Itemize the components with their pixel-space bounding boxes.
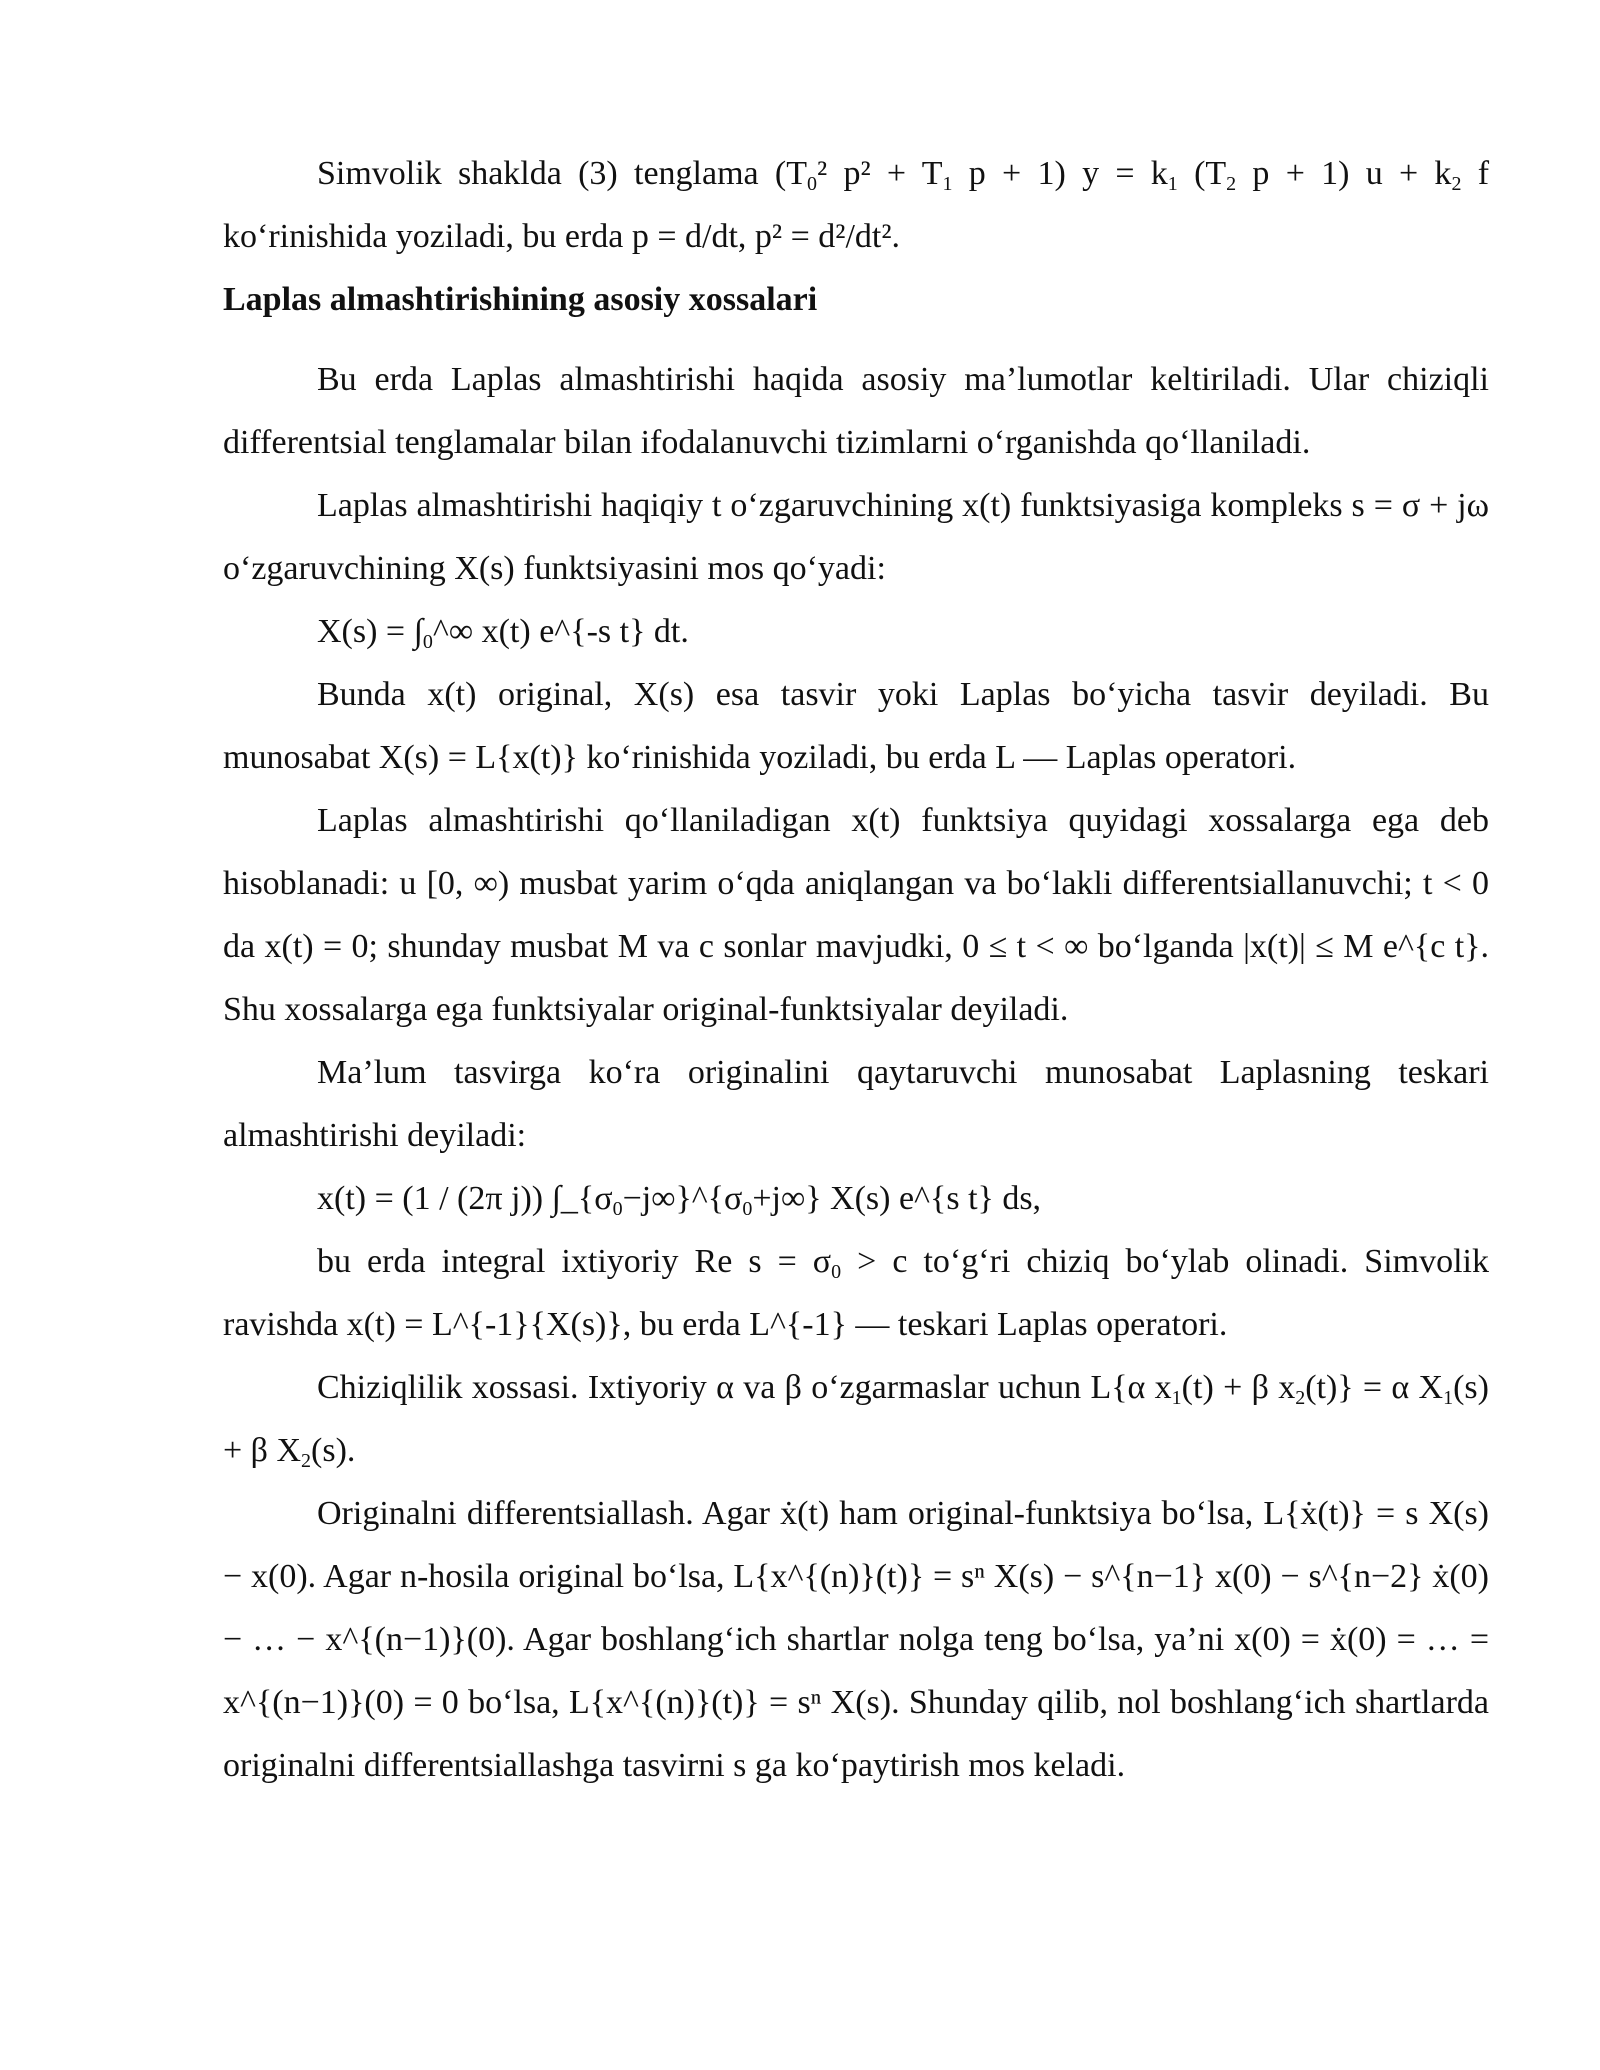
section-heading: Laplas almashtirishining asosiy xossalari bbox=[223, 281, 818, 318]
formula-laplas-transform: $X(s) = \int_0\^{}\infty$ x(t) e^{-s t} dt. bbox=[317, 613, 689, 653]
paragraph-symbolic-form: Simvolik shaklda (3) tenglama ($T_0^2$ $p^2 + T_1$ p + 1) $y = k_1$ ($T_2$ p + 1) $u + k_2$ f ko‘rinishida yoziladi, bu erda p = d/dt, p² = d²/dt². bbox=[223, 155, 1490, 255]
paragraph-intro: Bu erda Laplas almashtirishi haqida asosiy ma’lumotlar keltiriladi. Ular chiziqli differentsial tenglamalar bilan ifodalanuvchi tizimlarni o‘rganishda qo‘llaniladi. bbox=[223, 361, 1489, 461]
formula-inverse-transform: x(t) = (1 / (2π j)) $\int\_\{\sigma_0-j\infty\}\^{}\{\sigma_0+j\infty\}$ X(s) e^{s t} ds, bbox=[317, 1180, 1042, 1220]
paragraph-original-properties: Laplas almashtirishi qo‘llaniladigan x(t) funktsiya quyidagi xossalarga ega deb hisoblanadi: u [0, ∞) musbat yarim o‘qda aniqlangan va bo‘lakli differentsiallanuvchi; t < 0 da x(t) = 0; shunday musbat M va c sonlar mavjudki, 0 ≤ t < ∞ bo‘lganda |x(t)| ≤ M e^{c t}. Shu xossalarga ega funktsiyalar original-funktsiyalar deyiladi. bbox=[223, 802, 1489, 1028]
paragraph-linearity: Chiziqlilik xossasi. Ixtiyoriy α va β o‘zgarmaslar uchun L{α $x_1(t) + \beta$ $x_2(t)\} = \alpha$ $X_1(s) + \beta$ $X_2(s)$. bbox=[223, 1369, 1489, 1472]
document-body bbox=[223, 142, 1489, 1797]
paragraph-definition: Laplas almashtirishi haqiqiy t o‘zgaruvchining x(t) funktsiyasiga kompleks s = σ + jω o‘zgaruvchining X(s) funktsiyasini mos qo‘yadi: bbox=[223, 487, 1489, 587]
paragraph-differentiation: Originalni differentsiallash. Agar ẋ(t) ham original-funktsiya bo‘lsa, L{ẋ(t)} = s X(s) − x(0). Agar n-hosila original bo‘lsa, L{x^{(n)}(t)} = sⁿ X(s) − s^{n−1} x(0) − s^{n−2} ẋ(0) − … − x^{(n−1)}(0). Agar boshlang‘ich shartlar nolga teng bo‘lsa, ya’ni x(0) = ẋ(0) = … = x^{(n−1)}(0) = 0 bo‘lsa, L{x^{(n)}(t)} = sⁿ X(s). Shunday qilib, nol boshlang‘ich shartlarda originalni differentsiallashga tasvirni s ga ko‘paytirish mos keladi. bbox=[223, 1495, 1489, 1784]
paragraph-inverse-operator: bu erda integral ixtiyoriy Re $s = \sigma_0 > c$ to‘g‘ri chiziq bo‘ylab olinadi. Simvolik ravishda x(t) = L^{-1}{X(s)}, bu erda L^{-1} — teskari Laplas operatori. bbox=[223, 1243, 1489, 1343]
paragraph-inverse-intro: Ma’lum tasvirga ko‘ra originalini qaytaruvchi munosabat Laplasning teskari almashtirishi deyiladi: bbox=[223, 1054, 1489, 1154]
paragraph-original-image: Bunda x(t) original, X(s) esa tasvir yoki Laplas bo‘yicha tasvir deyiladi. Bu munosabat X(s) = L{x(t)} ko‘rinishida yoziladi, bu erda L — Laplas operatori. bbox=[223, 676, 1489, 776]
